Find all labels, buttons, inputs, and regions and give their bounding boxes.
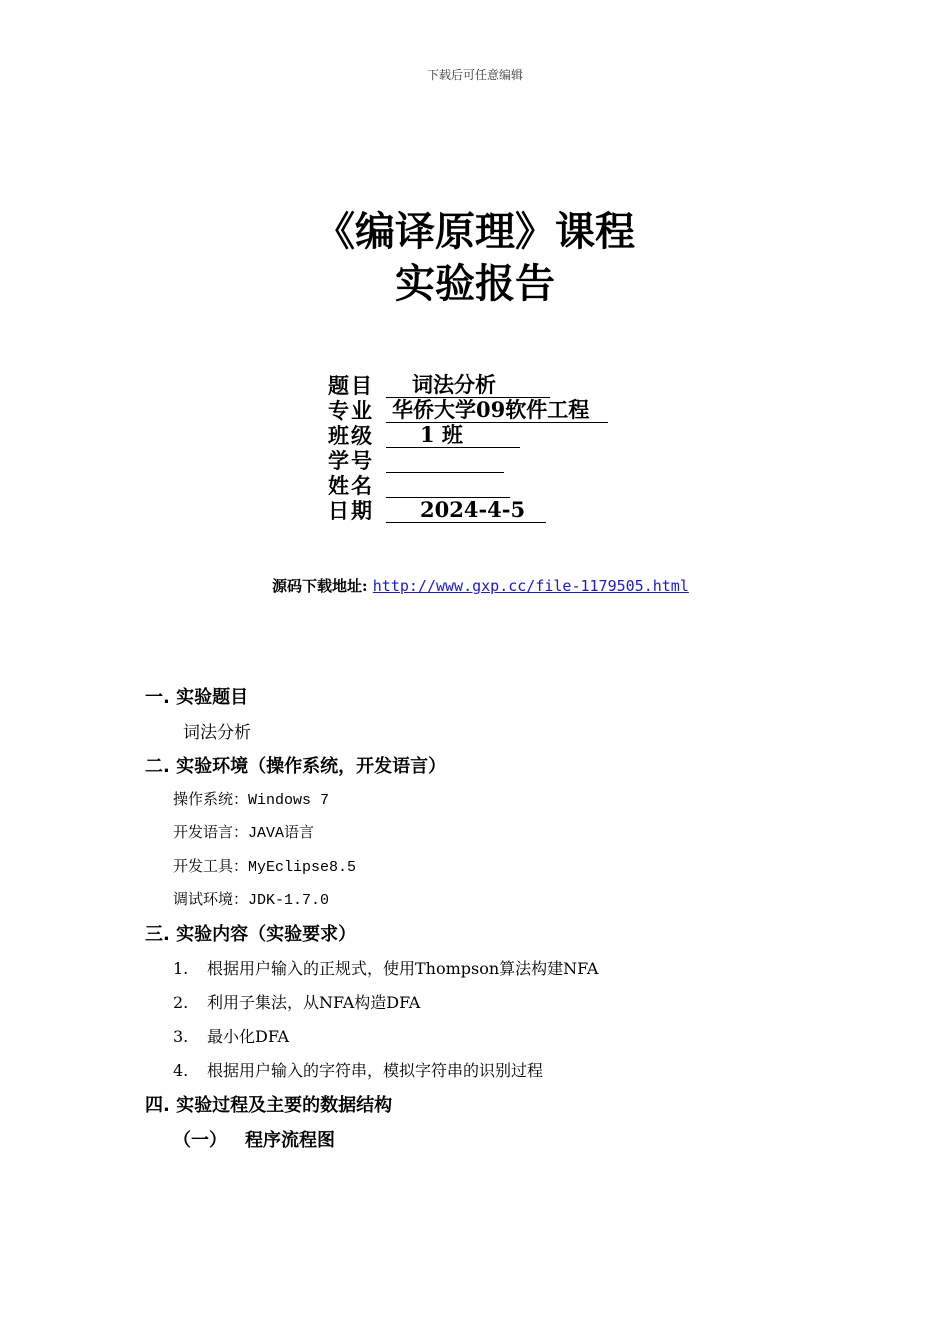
subsection-heading [173, 1126, 335, 1152]
section-1-content: 词法分析 [183, 723, 251, 743]
info-label: 日期 [328, 498, 374, 523]
report-title-line2: 实验报告 [395, 261, 555, 307]
info-row-student-id [328, 448, 504, 474]
list-item-number: 2. [173, 993, 189, 1012]
info-value: 2024-4-5 [420, 497, 526, 522]
subsection-tag: （一） [173, 1130, 227, 1151]
list-item-number: 3. [173, 1027, 189, 1046]
info-row-topic [328, 373, 550, 399]
source-download [272, 575, 689, 596]
env-line: 调试环境：JDK-1.7.0 [173, 892, 330, 909]
source-link[interactable]: http://www.gxp.cc/file-1179505.html [372, 577, 689, 595]
info-label: 学号 [328, 448, 374, 473]
info-row-date [328, 498, 546, 524]
report-title-line1: 《编译原理》课程 [315, 209, 635, 255]
section-4-heading: 四. 实验过程及主要的数据结构 [145, 1095, 393, 1116]
info-row-name [328, 473, 510, 499]
list-item-text: 根据用户输入的正规式，使用Thompson算法构建NFA [207, 959, 599, 978]
info-row-major [328, 398, 608, 424]
info-label: 姓名 [328, 473, 374, 498]
info-value: 词法分析 [412, 372, 496, 397]
subsection-title: 程序流程图 [245, 1130, 335, 1151]
list-item [173, 1024, 289, 1047]
section-1-heading: 一. 实验题目 [145, 687, 249, 708]
info-label: 专业 [328, 398, 374, 423]
header-note: 下载后可任意编辑 [426, 68, 523, 82]
env-line: 开发工具：MyEclipse8.5 [173, 859, 357, 876]
info-label: 题目 [328, 373, 374, 398]
list-item [173, 956, 598, 979]
list-item-text: 最小化DFA [207, 1027, 290, 1046]
list-item-number: 1. [173, 959, 189, 978]
info-value: 华侨大学09软件工程 [392, 397, 590, 422]
list-item-number: 4. [173, 1061, 189, 1080]
list-item-text: 根据用户输入的字符串，模拟字符串的识别过程 [207, 1061, 544, 1080]
info-row-class [328, 423, 520, 449]
list-item [173, 1058, 543, 1081]
list-item [173, 990, 420, 1013]
env-line: 开发语言：JAVA语言 [173, 825, 315, 842]
info-label: 班级 [328, 423, 374, 448]
section-3-heading: 三. 实验内容（实验要求） [145, 924, 357, 945]
env-line: 操作系统：Windows 7 [173, 792, 330, 809]
source-label: 源码下载地址: [272, 577, 368, 595]
info-value: 1 班 [420, 422, 463, 447]
section-2-heading: 二. 实验环境（操作系统，开发语言） [145, 756, 447, 777]
list-item-text: 利用子集法，从NFA构造DFA [207, 993, 421, 1012]
